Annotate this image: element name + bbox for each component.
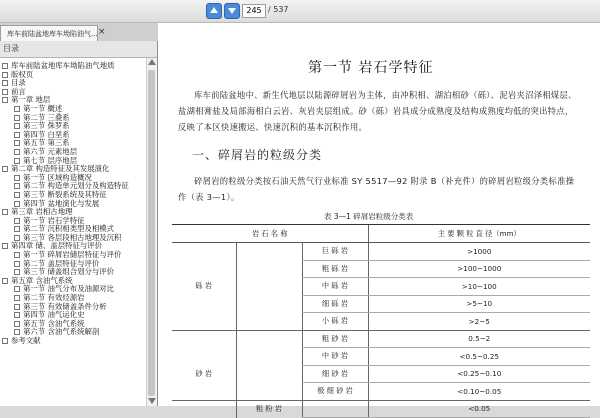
bookmark-icon bbox=[14, 269, 20, 275]
toolbar bbox=[0, 0, 600, 23]
table-cell-sub bbox=[236, 313, 302, 331]
bookmark-icon bbox=[14, 158, 20, 164]
bookmark-icon bbox=[14, 261, 20, 267]
bookmark-icon bbox=[2, 72, 8, 78]
toc-item-label: 目录 bbox=[11, 78, 26, 88]
table-row bbox=[172, 278, 590, 296]
toc-item-label: 第五章 含油气系统 bbox=[11, 275, 73, 285]
toc-item-label: 第四节 油气运化史 bbox=[23, 310, 85, 320]
toc-item-label: 第三节 各层段相古地理及沉积 bbox=[23, 232, 122, 242]
table-row bbox=[172, 348, 590, 366]
table-cell-name: 细 砾 岩 bbox=[302, 295, 368, 313]
toc-item-label: 版权页 bbox=[11, 69, 34, 79]
bookmark-icon bbox=[14, 183, 20, 189]
toc-item-label: 第三节 有效储盖条件分析 bbox=[23, 301, 107, 311]
section-title: 第一节 岩石学特征 bbox=[308, 60, 434, 76]
bookmark-icon bbox=[14, 140, 20, 146]
toc-scrollbar[interactable] bbox=[146, 58, 157, 406]
bookmark-icon bbox=[2, 97, 8, 103]
paragraph-intro: 库车前陆盆地中、新生代地层以陆源碎屑岩为主体，由冲积相、湖泊相砂（砾）、泥岩夹沼泽相煤层、盐湖相膏盐及局部海相白云岩、灰岩夹层组成。砂（砾）岩具成分成熟度及结构成熟度均低的突出特点，反映了本区快速搬运、快速沉积的基本沉积作用。 bbox=[178, 90, 577, 132]
table-row bbox=[172, 295, 590, 313]
bookmark-icon bbox=[14, 218, 20, 224]
bookmark-icon bbox=[14, 175, 20, 181]
toc-item-label: 第一节 概述 bbox=[23, 103, 63, 113]
toc-sidebar bbox=[0, 41, 158, 406]
table-cell-group bbox=[172, 348, 236, 366]
table-cell-group bbox=[172, 243, 236, 261]
table-cell-size: >2~5 bbox=[368, 313, 590, 331]
bookmark-icon bbox=[2, 80, 8, 86]
toc-item[interactable] bbox=[0, 131, 146, 140]
table-cell-sub bbox=[236, 365, 302, 383]
bookmark-icon bbox=[14, 106, 20, 112]
toc-item-label: 第二章 构造特征及其发展演化 bbox=[11, 164, 110, 174]
table-cell-size: 0.5~2 bbox=[368, 330, 590, 348]
table-cell-size: >1000 bbox=[368, 243, 590, 261]
table-cell-name: 粗 砂 岩 bbox=[302, 330, 368, 348]
table-cell-sub bbox=[236, 260, 302, 278]
bookmark-icon bbox=[14, 226, 20, 232]
table-row bbox=[172, 313, 590, 331]
table-cell-group bbox=[172, 383, 236, 401]
toc-item-label: 第一节 区域构造概况 bbox=[23, 172, 92, 182]
table-cell-sub bbox=[236, 295, 302, 313]
scroll-down-icon[interactable] bbox=[148, 398, 156, 404]
subheading: 一、碎屑岩的粒级分类 bbox=[192, 148, 323, 162]
bookmark-icon bbox=[2, 278, 8, 284]
toc-item-label: 第三节 断裂系统及其特征 bbox=[23, 189, 107, 199]
table-row bbox=[172, 365, 590, 383]
table-cell-name: 中 砾 岩 bbox=[302, 278, 368, 296]
table-cell-sub bbox=[236, 348, 302, 366]
table-header-row bbox=[172, 225, 590, 243]
toc-item[interactable] bbox=[0, 105, 146, 114]
bookmark-icon bbox=[2, 338, 8, 344]
table-cell-name: 细 砂 岩 bbox=[302, 365, 368, 383]
bookmark-icon bbox=[14, 329, 20, 335]
scroll-up-icon[interactable] bbox=[148, 59, 156, 65]
table-cell-size: >10~100 bbox=[368, 278, 590, 296]
bookmark-icon bbox=[14, 123, 20, 129]
bookmark-icon bbox=[14, 149, 20, 155]
toc-item-label: 库车前陆盆地库车坳陷油气地质 bbox=[11, 61, 115, 70]
table-cell-name: 巨 砾 岩 bbox=[302, 243, 368, 261]
toc-item-label: 第四节 盆地演化与发展 bbox=[23, 198, 100, 208]
bookmark-icon bbox=[2, 166, 8, 172]
table-cell-sub bbox=[236, 243, 302, 261]
document-tab-title: 库车前陆盆地库车坳陷油气... bbox=[7, 30, 98, 38]
table-row bbox=[172, 400, 590, 418]
toc-item-label: 第五节 第三系 bbox=[23, 138, 70, 148]
table-cell-sub bbox=[236, 383, 302, 401]
table-header-size: 主 要 颗 粒 直 径（mm） bbox=[368, 225, 590, 243]
tab-bar bbox=[0, 23, 158, 41]
toc-item[interactable] bbox=[0, 337, 146, 346]
bookmark-icon bbox=[2, 209, 8, 215]
toc-item[interactable] bbox=[0, 114, 146, 123]
toc-item-label: 参考文献 bbox=[11, 336, 41, 345]
paragraph-classification: 碎屑岩的粒级分类按石油天然气行业标准 SY 5517—92 附录 B（补充件）的碎屑岩粒级分类标准操作（表 3—1）。 bbox=[178, 176, 575, 202]
toc-item-label: 第四节 白垩系 bbox=[23, 129, 70, 139]
toc-item-label: 第三节 储盖组合划分与评价 bbox=[23, 267, 115, 277]
table-cell-group: 砾 岩 bbox=[195, 281, 213, 291]
table-cell-size: >100~1000 bbox=[368, 260, 590, 278]
toc-item-label: 第一节 油气分布及油源对比 bbox=[23, 284, 115, 294]
table-cell-group: 砂 岩 bbox=[195, 368, 213, 378]
table-row bbox=[172, 330, 590, 348]
toc-item-label: 第二节 构造单元划分及构造特征 bbox=[23, 181, 129, 191]
table-cell-group bbox=[172, 400, 236, 418]
table-cell-name: 极 细 砂 岩 bbox=[302, 383, 368, 401]
bookmark-icon bbox=[2, 89, 8, 95]
table-cell-size: <0.25~0.10 bbox=[368, 365, 590, 383]
prev-page-button[interactable] bbox=[206, 3, 222, 19]
toc-item-label: 第三章 岩相古地理 bbox=[11, 207, 73, 217]
document-page bbox=[158, 23, 600, 414]
document-tab[interactable] bbox=[0, 25, 98, 42]
toc-item-label: 第二节 盖层特征与评价 bbox=[23, 258, 100, 268]
toc-item-label: 第一节 岩石学特征 bbox=[23, 215, 85, 225]
toc-header: 目录 bbox=[0, 41, 157, 58]
table-cell-group bbox=[172, 313, 236, 331]
bookmark-icon bbox=[14, 312, 20, 318]
table-cell-name: 小 砾 岩 bbox=[302, 313, 368, 331]
bookmark-icon bbox=[2, 63, 8, 69]
bookmark-icon bbox=[14, 192, 20, 198]
toc-list bbox=[0, 62, 146, 346]
page-number-input[interactable] bbox=[242, 4, 266, 18]
bookmark-icon bbox=[14, 235, 20, 241]
bookmark-icon bbox=[14, 321, 20, 327]
toc-item-label: 第一节 碎屑岩储层特征与评价 bbox=[23, 250, 122, 260]
toc-item-label: 第二节 三叠系 bbox=[23, 112, 70, 122]
table-cell-sub: 粗 粉 岩 bbox=[236, 400, 302, 418]
toc-item-label: 第六节 含油气系统解剖 bbox=[23, 327, 100, 337]
toc-item-label: 第四章 储、盖层特征与评价 bbox=[11, 241, 103, 251]
table-cell-size: <0.05 bbox=[368, 400, 590, 418]
close-icon[interactable]: × bbox=[98, 27, 106, 37]
table-caption: 表 3—1 碎屑岩粒级分类表 bbox=[324, 212, 414, 221]
toc-item-label: 第七节 层序地层 bbox=[23, 155, 78, 165]
toc-item-label: 前言 bbox=[11, 86, 26, 96]
table-cell-name: 粗 砾 岩 bbox=[302, 260, 368, 278]
bookmark-icon bbox=[2, 243, 8, 249]
table-cell-size: <0.5~0.25 bbox=[368, 348, 590, 366]
grain-size-table bbox=[172, 224, 590, 418]
bookmark-icon bbox=[14, 286, 20, 292]
toc-item[interactable] bbox=[0, 122, 146, 131]
table-cell-group bbox=[172, 330, 236, 348]
table-cell-group bbox=[172, 260, 236, 278]
table-cell-sub bbox=[236, 278, 302, 296]
table-cell-size: >5~10 bbox=[368, 295, 590, 313]
table-header-name: 岩 石 名 称 bbox=[172, 225, 368, 243]
toc-item-label: 第六节 元素地层 bbox=[23, 146, 78, 156]
bookmark-icon bbox=[14, 295, 20, 301]
table-row bbox=[172, 243, 590, 261]
page-total: / 537 bbox=[268, 5, 289, 14]
bookmark-icon bbox=[14, 252, 20, 258]
bookmark-icon bbox=[14, 132, 20, 138]
scroll-thumb[interactable] bbox=[148, 70, 155, 396]
toc-item[interactable] bbox=[0, 96, 146, 105]
bookmark-icon bbox=[14, 201, 20, 207]
table-row bbox=[172, 260, 590, 278]
bookmark-icon bbox=[14, 304, 20, 310]
toc-item-label: 第三节 侏罗系 bbox=[23, 121, 70, 131]
table-cell-name: 中 砂 岩 bbox=[302, 348, 368, 366]
next-page-button[interactable] bbox=[224, 3, 240, 19]
table-cell-sub bbox=[236, 330, 302, 348]
table-row bbox=[172, 383, 590, 401]
table-cell-group bbox=[172, 295, 236, 313]
toc-item-label: 第二节 有效烃源岩 bbox=[23, 293, 85, 303]
table-cell-size: <0.10~0.05 bbox=[368, 383, 590, 401]
toc-item-label: 第二节 沉积相类型及相模式 bbox=[23, 224, 115, 234]
toc-item-label: 第五节 含油气系统 bbox=[23, 318, 85, 328]
toc-item-label: 第一章 地层 bbox=[11, 95, 51, 105]
bookmark-icon bbox=[14, 115, 20, 121]
table-cell-name bbox=[302, 400, 368, 418]
